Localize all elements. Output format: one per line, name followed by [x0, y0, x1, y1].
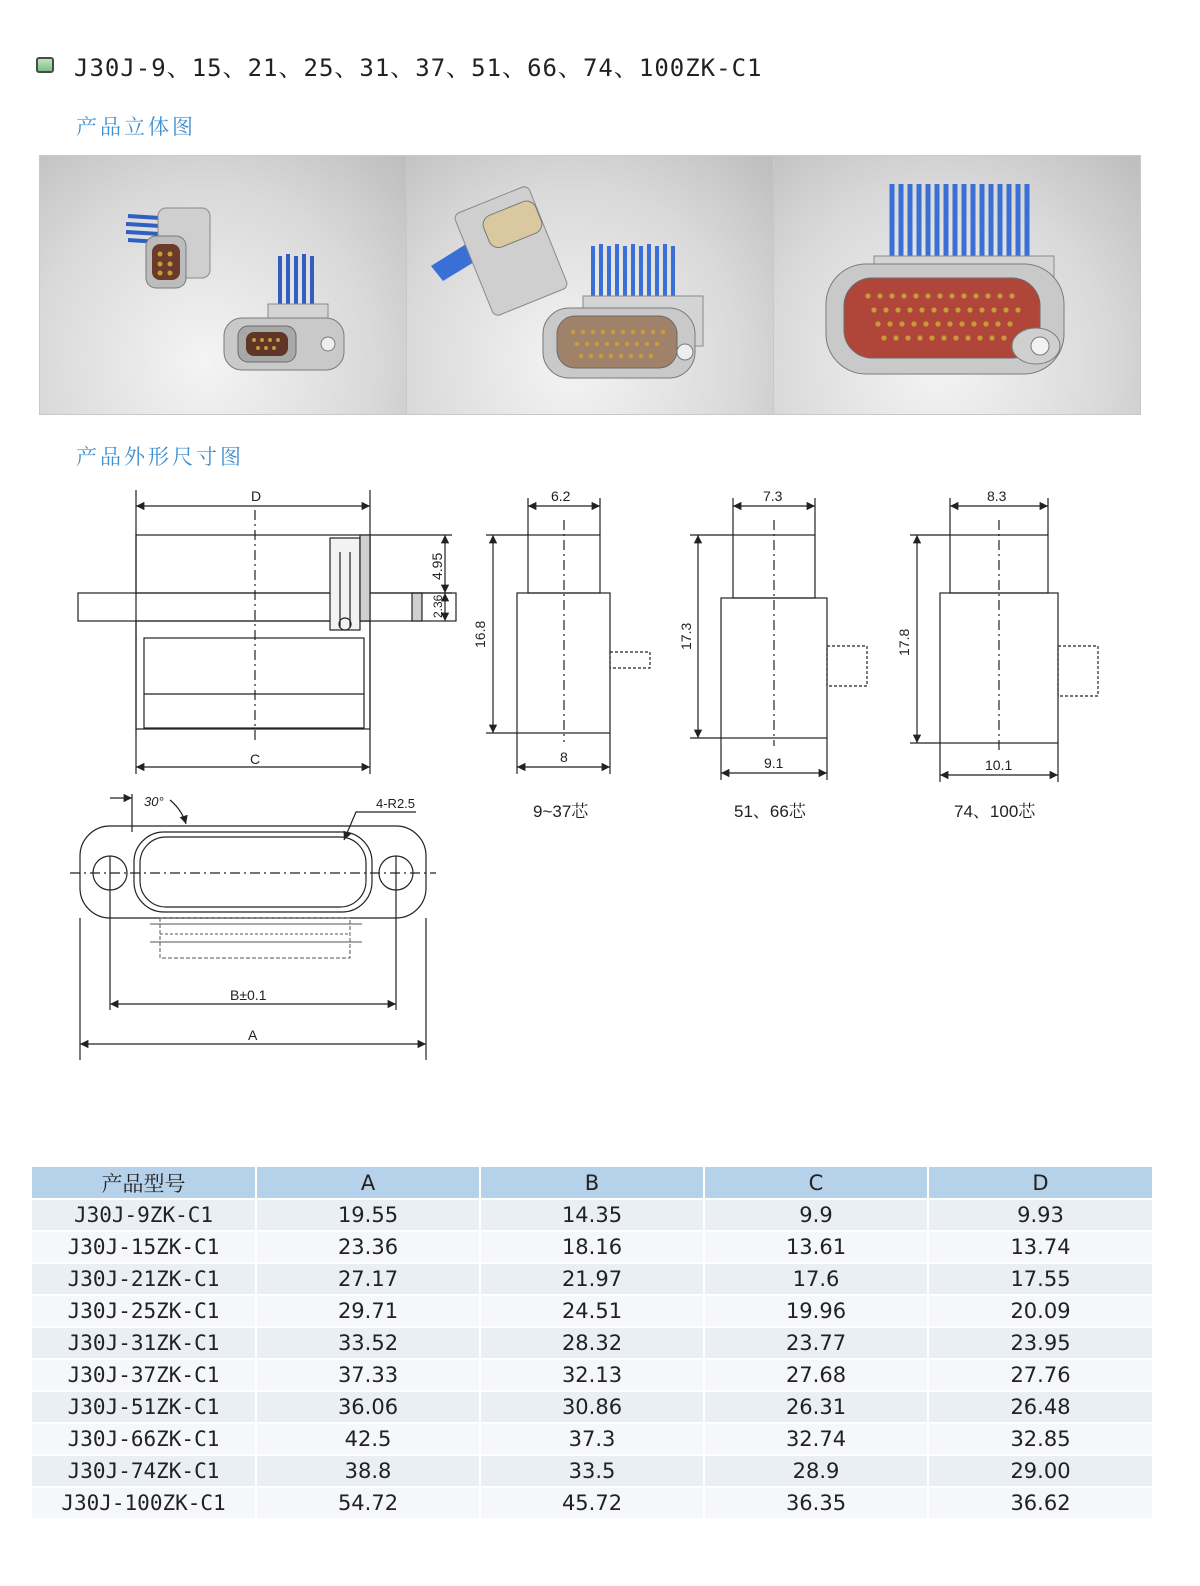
- side3-caption: 74、100芯: [954, 802, 1036, 821]
- side3-width-bottom: 10.1: [985, 757, 1013, 773]
- cell-model: J30J-15ZK-C1: [32, 1231, 256, 1263]
- cell-b: 37.3: [480, 1423, 704, 1455]
- cell-a: 23.36: [256, 1231, 480, 1263]
- cell-b: 21.97: [480, 1263, 704, 1295]
- table-row: [32, 1263, 1152, 1295]
- cell-c: 9.9: [704, 1199, 928, 1231]
- cell-a: 36.06: [256, 1391, 480, 1423]
- cell-model: J30J-21ZK-C1: [32, 1263, 256, 1295]
- bottom-view: [70, 794, 436, 1060]
- cell-d: 32.85: [928, 1423, 1152, 1455]
- cell-d: 26.48: [928, 1391, 1152, 1423]
- side-view-51-66: [690, 498, 867, 780]
- cell-model: J30J-100ZK-C1: [32, 1487, 256, 1519]
- cell-c: 28.9: [704, 1455, 928, 1487]
- label-c: C: [250, 751, 261, 767]
- cell-d: 27.76: [928, 1359, 1152, 1391]
- cell-d: 23.95: [928, 1327, 1152, 1359]
- table-row: [32, 1455, 1152, 1487]
- table-row: [32, 1423, 1152, 1455]
- cell-model: J30J-25ZK-C1: [32, 1295, 256, 1327]
- col-header-a: A: [256, 1167, 480, 1199]
- side1-width-top: 6.2: [551, 488, 571, 504]
- product-photo-large: [774, 156, 1140, 414]
- spec-table: [32, 1167, 1152, 1520]
- col-header-d: D: [928, 1167, 1152, 1199]
- connector-render-medium: [407, 156, 773, 414]
- dim-4-95: 4.95: [429, 552, 445, 580]
- cell-a: 27.17: [256, 1263, 480, 1295]
- drawing-heading: 产品外形尺寸图: [76, 445, 244, 469]
- radius-label: 4-R2.5: [376, 796, 416, 811]
- label-b: B±0.1: [230, 987, 267, 1003]
- cell-a: 54.72: [256, 1487, 480, 1519]
- table-row: [32, 1391, 1152, 1423]
- cell-d: 17.55: [928, 1263, 1152, 1295]
- connector-render-large: [774, 156, 1140, 414]
- cell-a: 38.8: [256, 1455, 480, 1487]
- cell-model: J30J-74ZK-C1: [32, 1455, 256, 1487]
- product-photos: [39, 155, 1141, 415]
- cell-c: 17.6: [704, 1263, 928, 1295]
- connector-render-small: [40, 156, 406, 414]
- cell-model: J30J-37ZK-C1: [32, 1359, 256, 1391]
- col-header-b: B: [480, 1167, 704, 1199]
- table-row: [32, 1231, 1152, 1263]
- side3-width-top: 8.3: [987, 488, 1007, 504]
- bullet-icon: [36, 57, 54, 73]
- front-view: [78, 490, 456, 774]
- cell-b: 28.32: [480, 1327, 704, 1359]
- cell-a: 37.33: [256, 1359, 480, 1391]
- photos-heading: 产品立体图: [76, 115, 196, 139]
- cell-c: 26.31: [704, 1391, 928, 1423]
- product-photo-small: [40, 156, 407, 414]
- cell-c: 36.35: [704, 1487, 928, 1519]
- side2-width-top: 7.3: [763, 488, 783, 504]
- cell-b: 45.72: [480, 1487, 704, 1519]
- cell-b: 33.5: [480, 1455, 704, 1487]
- dimension-drawing: [0, 480, 1200, 1080]
- side-view-74-100: [910, 498, 1098, 782]
- table-row: [32, 1359, 1152, 1391]
- table-row: [32, 1327, 1152, 1359]
- cell-b: 32.13: [480, 1359, 704, 1391]
- col-header-model: 产品型号: [32, 1167, 256, 1199]
- cell-a: 33.52: [256, 1327, 480, 1359]
- cell-c: 32.74: [704, 1423, 928, 1455]
- cell-b: 18.16: [480, 1231, 704, 1263]
- side2-height: 17.3: [678, 622, 694, 650]
- side-view-9-37: [486, 498, 650, 774]
- cell-a: 42.5: [256, 1423, 480, 1455]
- cell-a: 19.55: [256, 1199, 480, 1231]
- cell-model: J30J-66ZK-C1: [32, 1423, 256, 1455]
- page-title: J30J-9、15、21、25、31、37、51、66、74、100ZK-C1: [74, 53, 763, 82]
- title-row: [36, 48, 762, 82]
- table-header-row: [32, 1167, 1152, 1199]
- label-d: D: [251, 488, 262, 504]
- cell-c: 13.61: [704, 1231, 928, 1263]
- table-row: [32, 1487, 1152, 1519]
- cell-b: 30.86: [480, 1391, 704, 1423]
- side1-caption: 9~37芯: [533, 802, 589, 821]
- cell-a: 29.71: [256, 1295, 480, 1327]
- angle-label: 30°: [144, 794, 164, 809]
- cell-d: 13.74: [928, 1231, 1152, 1263]
- side1-height: 16.8: [472, 620, 488, 648]
- table-row: [32, 1199, 1152, 1231]
- side2-width-bottom: 9.1: [764, 755, 784, 771]
- product-photo-medium: [407, 156, 774, 414]
- cell-model: J30J-31ZK-C1: [32, 1327, 256, 1359]
- label-a: A: [248, 1027, 258, 1043]
- table-row: [32, 1295, 1152, 1327]
- cell-model: J30J-9ZK-C1: [32, 1199, 256, 1231]
- cell-b: 24.51: [480, 1295, 704, 1327]
- side2-caption: 51、66芯: [734, 802, 806, 821]
- cell-c: 23.77: [704, 1327, 928, 1359]
- cell-d: 36.62: [928, 1487, 1152, 1519]
- cell-c: 27.68: [704, 1359, 928, 1391]
- cell-c: 19.96: [704, 1295, 928, 1327]
- cell-d: 9.93: [928, 1199, 1152, 1231]
- dim-2-36: 2.36: [431, 594, 445, 618]
- cell-b: 14.35: [480, 1199, 704, 1231]
- side3-height: 17.8: [896, 628, 912, 656]
- col-header-c: C: [704, 1167, 928, 1199]
- cell-model: J30J-51ZK-C1: [32, 1391, 256, 1423]
- side1-width-bottom: 8: [560, 749, 568, 765]
- cell-d: 20.09: [928, 1295, 1152, 1327]
- cell-d: 29.00: [928, 1455, 1152, 1487]
